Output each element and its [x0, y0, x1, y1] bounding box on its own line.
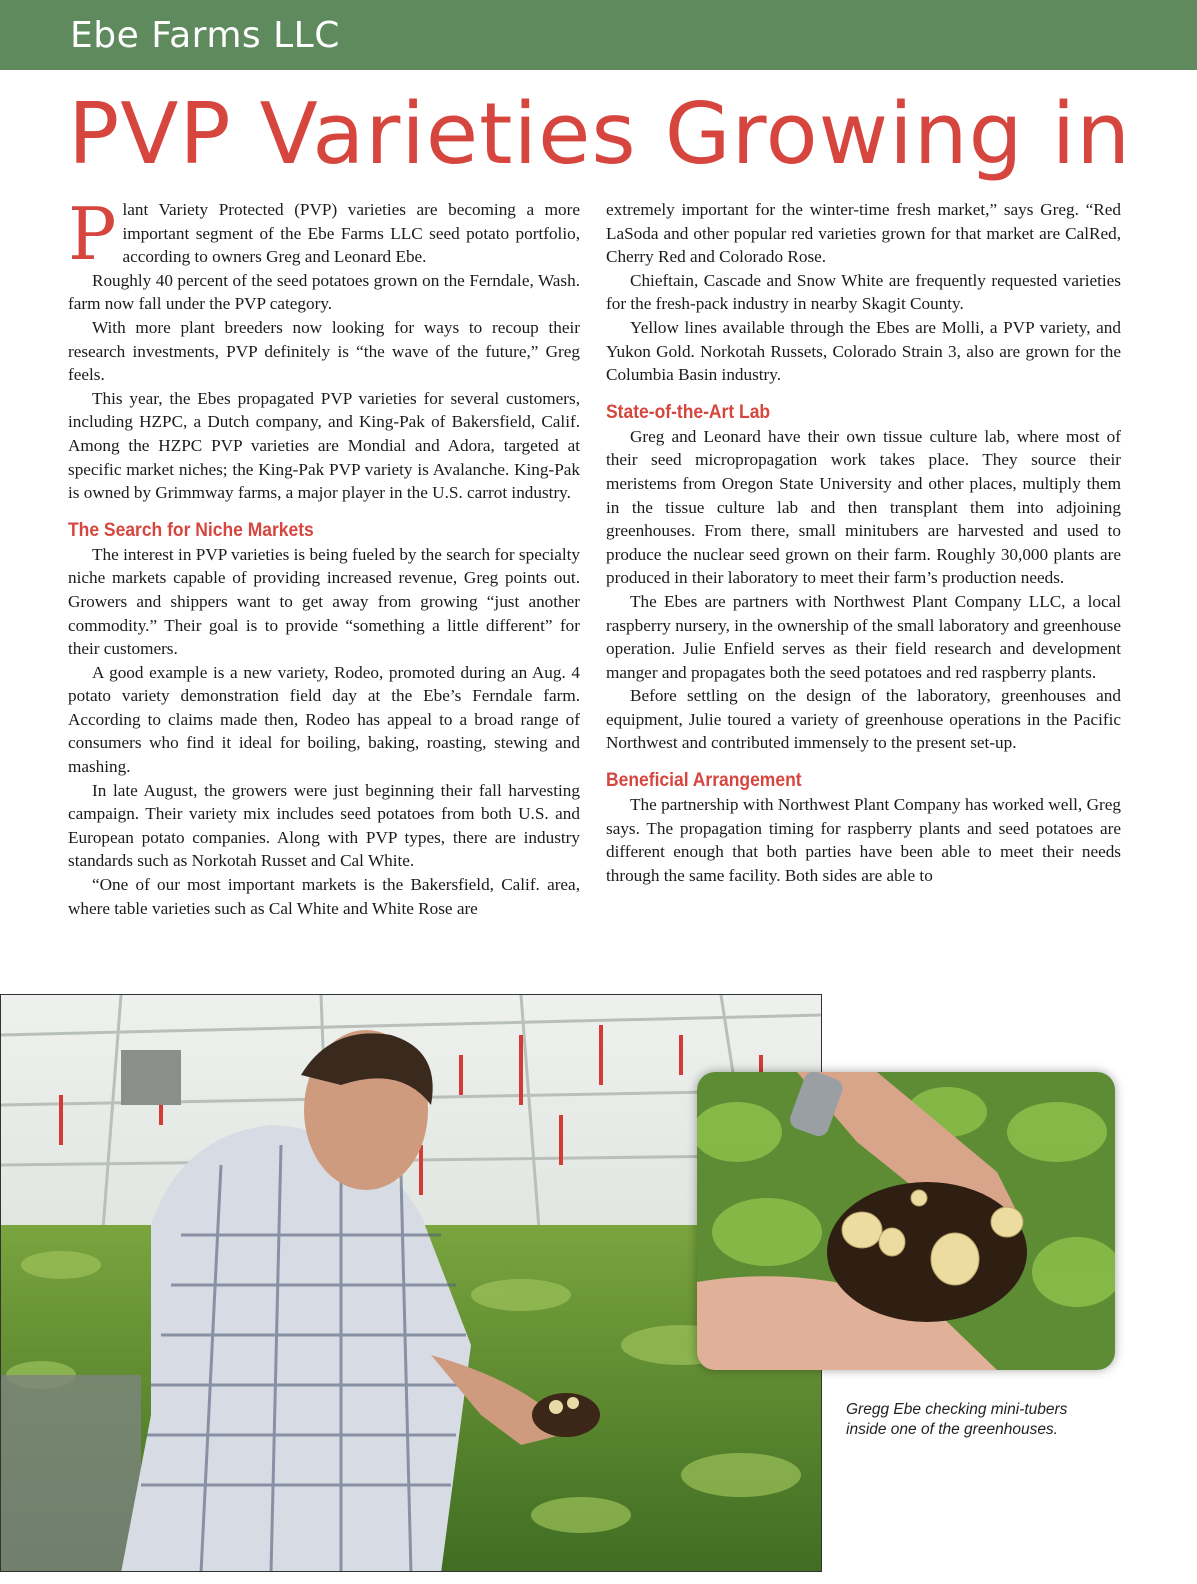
paragraph: The interest in PVP varieties is being fueled by the search for specialty niche markets capable of providing increased revenue, Greg points out. Growers and shippers want to get away from growing “just another commodity.” Their goal is to provide “something a little different” for their customers. — [68, 544, 580, 659]
article-headline: PVP Varieties Growing in — [68, 86, 1132, 184]
paragraph: Greg and Leonard have their own tissue culture lab, where most of their seed micropropagation work takes place. They source their meristems from Oregon State University and other places, multiply them in the tissue culture lab and then transplant them into adjoining greenhouses. From there, small minitubers are harvested and used to produce the nuclear seed grown on their farm. Roughly 30,000 plants are produced in their laboratory to meet their farm’s production needs. — [606, 426, 1121, 588]
subhead-arrangement: Beneficial Arrangement — [606, 770, 802, 792]
paragraph: A good example is a new variety, Rodeo, promoted during an Aug. 4 potato variety demonstration field day at the Ebe’s Ferndale farm. According to claims made then, Rodeo has appeal to a broad range of consumers who find it ideal for boiling, baking, roasting, stewing and mashing. — [68, 662, 580, 777]
left-column — [68, 192, 580, 920]
photo-caption: Gregg Ebe checking mini-tubers inside one of the greenhouses. — [846, 1401, 1068, 1438]
section-banner — [0, 0, 1197, 70]
paragraph: Before settling on the design of the laboratory, greenhouses and equipment, Julie toured a variety of greenhouse operations in the Pacific Northwest and contributed immensely to the present set-up. — [606, 686, 1121, 753]
lead-paragraph — [68, 192, 580, 276]
paragraph: “One of our most important markets is the Bakersfield, Calif. area, where table varieties such as Cal White and White Rose are — [68, 875, 580, 918]
right-column — [606, 198, 1121, 887]
paragraph: Yellow lines available through the Ebes are Molli, a PVP variety, and Yukon Gold. Norkotah Russets, Colorado Strain 3, also are grown for the Columbia Basin industry. — [606, 317, 1121, 385]
paragraph: With more plant breeders now looking for ways to recoup their research investments, PVP definitely is “the wave of the future,” Greg feels. — [68, 317, 580, 385]
lead-paragraph-text: lant Variety Protected (PVP) varieties are becoming a more important segment of the Ebe Farms LLC seed potato portfolio, according to owners Greg and Leonard Ebe. — [122, 200, 580, 267]
paragraph: The partnership with Northwest Plant Company has worked well, Greg says. The propagation timing for raspberry plants and seed potatoes are different enough that both parties have been able to meet their needs through the same facility. Both sides are able to — [606, 795, 1121, 885]
paragraph: This year, the Ebes propagated PVP varieties for several customers, including HZPC, a Dutch company, and King-Pak of Bakersfield, Calif. Among the HZPC PVP varieties are Mondial and Adora, targeted at specific market niches; the King-Pak PVP variety is Avalanche. King-Pak is owned by Grimmway farms, a major player in the U.S. carrot industry. — [68, 388, 580, 503]
banner-title: Ebe Farms LLC — [70, 15, 340, 56]
subhead-lab: State-of-the-Art Lab — [606, 401, 771, 423]
mini-tubers-photo — [697, 1072, 1115, 1370]
paragraph: In late August, the growers were just beginning their fall harvesting campaign. Their variety mix includes seed potatoes from both U.S. and European potato companies. Along with PVP types, there are industry standards such as Norkotah Russet and Cal White. — [68, 780, 580, 871]
subhead-niche-markets: The Search for Niche Markets — [68, 519, 314, 541]
paragraph: The Ebes are partners with Northwest Plant Company LLC, a local raspberry nursery, in the ownership of the small laboratory and greenhouse operation. Julie Enfield serves as their field research and development manger and propagates both the seed potatoes and red raspberry plants. — [606, 591, 1121, 682]
drop-cap: P — [68, 192, 117, 276]
paragraph: Chieftain, Cascade and Snow White are frequently requested varieties for the fresh-pack industry in nearby Skagit County. — [606, 270, 1121, 314]
paragraph: extremely important for the winter-time fresh market,” says Greg. “Red LaSoda and other popular red varieties grown for that market are CalRed, Cherry Red and Colorado Rose. — [606, 200, 1121, 267]
paragraph: Roughly 40 percent of the seed potatoes grown on the Ferndale, Wash. farm now fall under the PVP category. — [68, 270, 580, 314]
